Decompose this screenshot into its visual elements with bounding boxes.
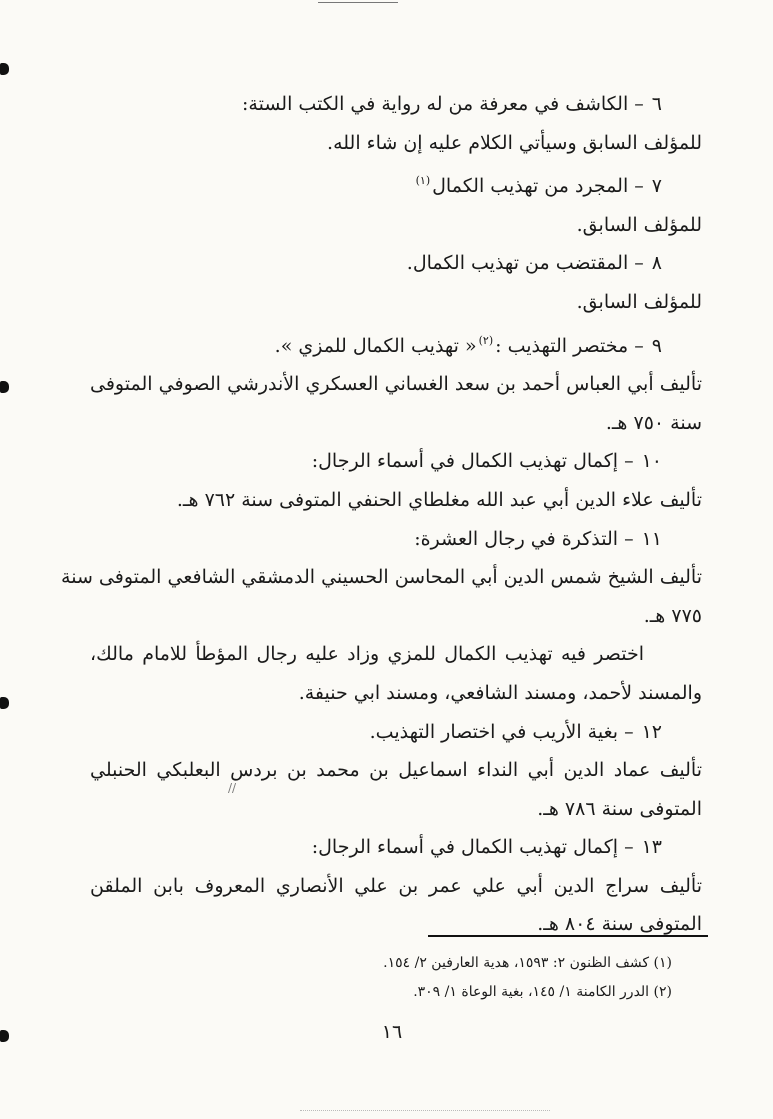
- entry-heading: ٧– المجرد من تهذيب الكمال$^{(١)}$: [415, 174, 662, 198]
- entry-detail-line: للمؤلف السابق.: [576, 213, 702, 236]
- entry-title: المجرد من تهذيب الكمال: [432, 175, 629, 198]
- entry-number: ١٠: [641, 450, 662, 473]
- entry-number: ٧: [651, 175, 662, 198]
- entry-title: مختصر التهذيب :: [495, 334, 629, 357]
- scan-dots: [300, 1110, 550, 1112]
- paragraph-line: اختصر فيه تهذيب الكمال للمزي وزاد عليه رجال المؤطأ للامام مالك،: [90, 643, 644, 666]
- entry-detail-line: تأليف عماد الدين أبي النداء اسماعيل بن محمد بن بردس البعلبكي الحنبلي: [90, 759, 702, 782]
- entry-title: التذكرة في رجال العشرة:: [414, 527, 619, 550]
- page-body: [61, 85, 702, 944]
- paragraph-line: والمسند لأحمد، ومسند الشافعي، ومسند ابي حنيفة.: [298, 681, 702, 704]
- entry-heading: ١٢– بغية الأريب في اختصار التهذيب.: [369, 720, 662, 743]
- entry-detail-line: تأليف علاء الدين أبي عبد الله مغلطاي الحنفي المتوفى سنة ٧٦٢ هـ.: [176, 488, 702, 511]
- entry-detail-line: تأليف سراج الدين أبي علي عمر بن علي الأنصاري المعروف بابن الملقن: [90, 874, 702, 897]
- entry-title: المقتضب من تهذيب الكمال.: [406, 252, 629, 275]
- entry-detail-line: سنة ٧٥٠ هـ.: [605, 411, 702, 434]
- entry-heading: ٩– مختصر التهذيب :$^{(٢)}$« تهذيب الكمال للمزي ».: [274, 333, 662, 357]
- entry-heading: ٦– الكاشف في معرفة من له رواية في الكتب الستة:: [242, 93, 662, 115]
- footnote-1: (١) كشف الظنون ٢: ١٥٩٣، هدية العارفين ٢/ ١٥٤.: [383, 955, 672, 971]
- entry-title-tail: « تهذيب الكمال للمزي ».: [274, 334, 477, 357]
- entry-detail-line: تأليف أبي العباس أحمد بن سعد الغساني العسكري الأندرشي الصوفي المتوفى: [90, 373, 702, 396]
- entry-number: ٦: [651, 93, 662, 115]
- entry-title: الكاشف في معرفة من له رواية في الكتب الستة:: [242, 93, 629, 115]
- page-number: ١٦: [381, 1021, 403, 1043]
- footnote-2: (٢) الدرر الكامنة ١/ ١٤٥، بغية الوعاة ١/ ٣٠٩.: [413, 984, 672, 1000]
- margin-mark: [0, 381, 9, 393]
- entry-heading: ١٣– إكمال تهذيب الكمال في أسماء الرجال:: [311, 836, 662, 859]
- entry-title: إكمال تهذيب الكمال في أسماء الرجال:: [311, 836, 619, 859]
- entry-number: ١٢: [641, 720, 662, 743]
- entry-heading: ١٠– إكمال تهذيب الكمال في أسماء الرجال:: [311, 450, 662, 473]
- entry-detail-line: للمؤلف السابق وسيأتي الكلام عليه إن شاء الله.: [327, 131, 702, 154]
- entry-detail-line: ٧٧٥ هـ.: [643, 604, 702, 627]
- entry-heading: ٨– المقتضب من تهذيب الكمال.: [406, 252, 662, 275]
- margin-mark: [0, 63, 9, 75]
- entry-detail-line: تأليف الشيخ شمس الدين أبي المحاسن الحسيني الدمشقي الشافعي المتوفى سنة: [61, 566, 702, 589]
- footnote-ref: (٢): [478, 333, 494, 347]
- entry-number: ١٣: [641, 836, 662, 859]
- scan-speck: //: [228, 781, 237, 795]
- entry-title: بغية الأريب في اختصار التهذيب.: [369, 720, 619, 743]
- top-rule: [318, 2, 398, 3]
- margin-mark: [0, 697, 9, 709]
- entry-number: ٨: [651, 252, 662, 275]
- entry-heading: ١١– التذكرة في رجال العشرة:: [414, 527, 662, 550]
- margin-mark: [0, 1030, 9, 1042]
- entry-detail-line: للمؤلف السابق.: [576, 290, 702, 313]
- entry-title: إكمال تهذيب الكمال في أسماء الرجال:: [311, 450, 619, 473]
- footnote-ref: (١): [415, 174, 431, 188]
- footnote-rule: [428, 935, 708, 937]
- entry-number: ١١: [641, 527, 662, 550]
- entry-detail-line: المتوفى سنة ٨٠٤ هـ.: [537, 913, 702, 936]
- entry-detail-line: المتوفى سنة ٧٨٦ هـ.: [537, 797, 702, 820]
- entry-number: ٩: [651, 334, 662, 357]
